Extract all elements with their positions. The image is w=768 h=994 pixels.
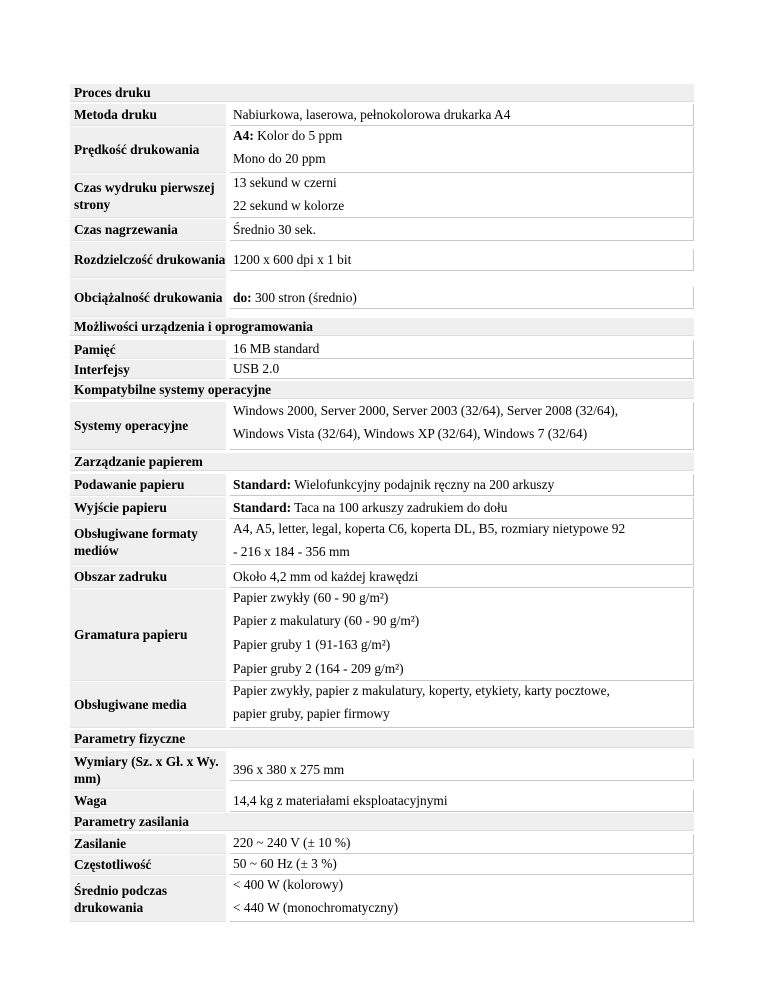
- weight-line-3: Papier gruby 1 (91-163 g/m²): [233, 637, 391, 652]
- weight-line-1: Papier zwykły (60 - 90 g/m²): [233, 590, 389, 605]
- label-paper-weight: Gramatura papieru: [70, 589, 226, 681]
- section-physical: Parametry fizyczne: [70, 730, 694, 748]
- first-page-black: 13 sekund w czerni: [233, 175, 337, 190]
- label-duty: Obciążalność drukowania: [70, 279, 226, 317]
- paper-input-prefix: Standard:: [233, 477, 292, 492]
- label-first-page: Czas wydruku pierwszej strony: [70, 174, 226, 218]
- paper-output-prefix: Standard:: [233, 500, 292, 515]
- duty-prefix: do:: [233, 290, 252, 305]
- label-print-area: Obszar zadruku: [70, 566, 226, 588]
- first-page-color: 22 sekund w kolorze: [233, 198, 345, 213]
- speed-color: Kolor do 5 ppm: [253, 128, 343, 143]
- label-frequency: Częstotliwość: [70, 855, 226, 875]
- value-media-types: [230, 682, 694, 728]
- value-memory: 16 MB standard: [230, 340, 694, 359]
- label-dimensions: Wymiary (Sz. x Gł. x Wy. mm): [70, 751, 226, 789]
- value-os: [230, 402, 694, 450]
- label-paper-output: Wyjście papieru: [70, 497, 226, 519]
- section-power: Parametry zasilania: [70, 813, 694, 831]
- value-resolution: 1200 x 600 dpi x 1 bit: [230, 249, 694, 271]
- formats-line-1: A4, A5, letter, legal, koperta C6, koperta DL, B5, rozmiary nietypowe 92: [233, 521, 626, 536]
- value-warmup: Średnio 30 sek.: [230, 219, 694, 241]
- speed-prefix: A4:: [233, 128, 254, 143]
- label-interfaces: Interfejsy: [70, 360, 226, 379]
- formats-line-2: - 216 x 184 - 356 mm: [233, 544, 350, 559]
- value-supply: 220 ~ 240 V (± 10 %): [230, 834, 694, 854]
- label-weight: Waga: [70, 790, 226, 812]
- label-resolution: Rozdzielczość drukowania: [70, 242, 226, 278]
- duty-text: 300 stron (średnio): [251, 290, 357, 305]
- value-frequency: 50 ~ 60 Hz (± 3 %): [230, 855, 694, 875]
- section-os-compat: Kompatybilne systemy operacyjne: [70, 381, 694, 399]
- weight-line-4: Papier gruby 2 (164 - 209 g/m²): [233, 661, 404, 676]
- section-paper-mgmt: Zarządzanie papierem: [70, 453, 694, 471]
- media-line-1: Papier zwykły, papier z makulatury, koperty, etykiety, karty pocztowe,: [233, 683, 610, 698]
- speed-mono: Mono do 20 ppm: [233, 151, 326, 166]
- paper-output-text: Taca na 100 arkuszy zadrukiem do dołu: [291, 500, 508, 515]
- paper-input-text: Wielofunkcyjny podajnik ręczny na 200 arkuszy: [291, 477, 555, 492]
- label-memory: Pamięć: [70, 340, 226, 359]
- label-media-formats: Obsługiwane formaty mediów: [70, 520, 226, 565]
- value-paper-output: [230, 497, 694, 519]
- label-print-method: Metoda druku: [70, 104, 226, 126]
- os-line-1: Windows 2000, Server 2000, Server 2003 (32/64), Server 2008 (32/64),: [233, 403, 619, 418]
- weight-line-2: Papier z makulatury (60 - 90 g/m²): [233, 613, 420, 628]
- value-paper-weight: [230, 589, 694, 681]
- value-duty: [230, 287, 694, 309]
- value-print-method: Nabiurkowa, laserowa, pełnokolorowa drukarka A4: [230, 104, 694, 126]
- power-mono: < 440 W (monochromatyczny): [233, 900, 399, 915]
- value-print-speed: [230, 127, 694, 173]
- os-line-2: Windows Vista (32/64), Windows XP (32/64), Windows 7 (32/64): [233, 426, 588, 441]
- value-print-area: Około 4,2 mm od każdej krawędzi: [230, 566, 694, 588]
- media-line-2: papier gruby, papier firmowy: [233, 706, 390, 721]
- label-media-types: Obsługiwane media: [70, 682, 226, 728]
- value-interfaces: USB 2.0: [230, 360, 694, 379]
- value-weight: 14,4 kg z materiałami eksploatacyjnymi: [230, 790, 694, 812]
- label-avg-printing: Średnio podczas drukowania: [70, 876, 226, 922]
- label-print-speed: Prędkość drukowania: [70, 127, 226, 173]
- label-supply: Zasilanie: [70, 834, 226, 854]
- section-print-process: Proces druku: [70, 84, 694, 102]
- power-color: < 400 W (kolorowy): [233, 877, 344, 892]
- label-os: Systemy operacyjne: [70, 402, 226, 450]
- value-avg-printing: [230, 876, 694, 922]
- label-warmup: Czas nagrzewania: [70, 219, 226, 241]
- value-paper-input: [230, 474, 694, 496]
- section-device-software: Możliwości urządzenia i oprogramowania: [70, 318, 694, 336]
- label-paper-input: Podawanie papieru: [70, 474, 226, 496]
- value-dimensions: 396 x 380 x 275 mm: [230, 759, 694, 781]
- value-first-page: [230, 174, 694, 218]
- value-media-formats: [230, 520, 694, 565]
